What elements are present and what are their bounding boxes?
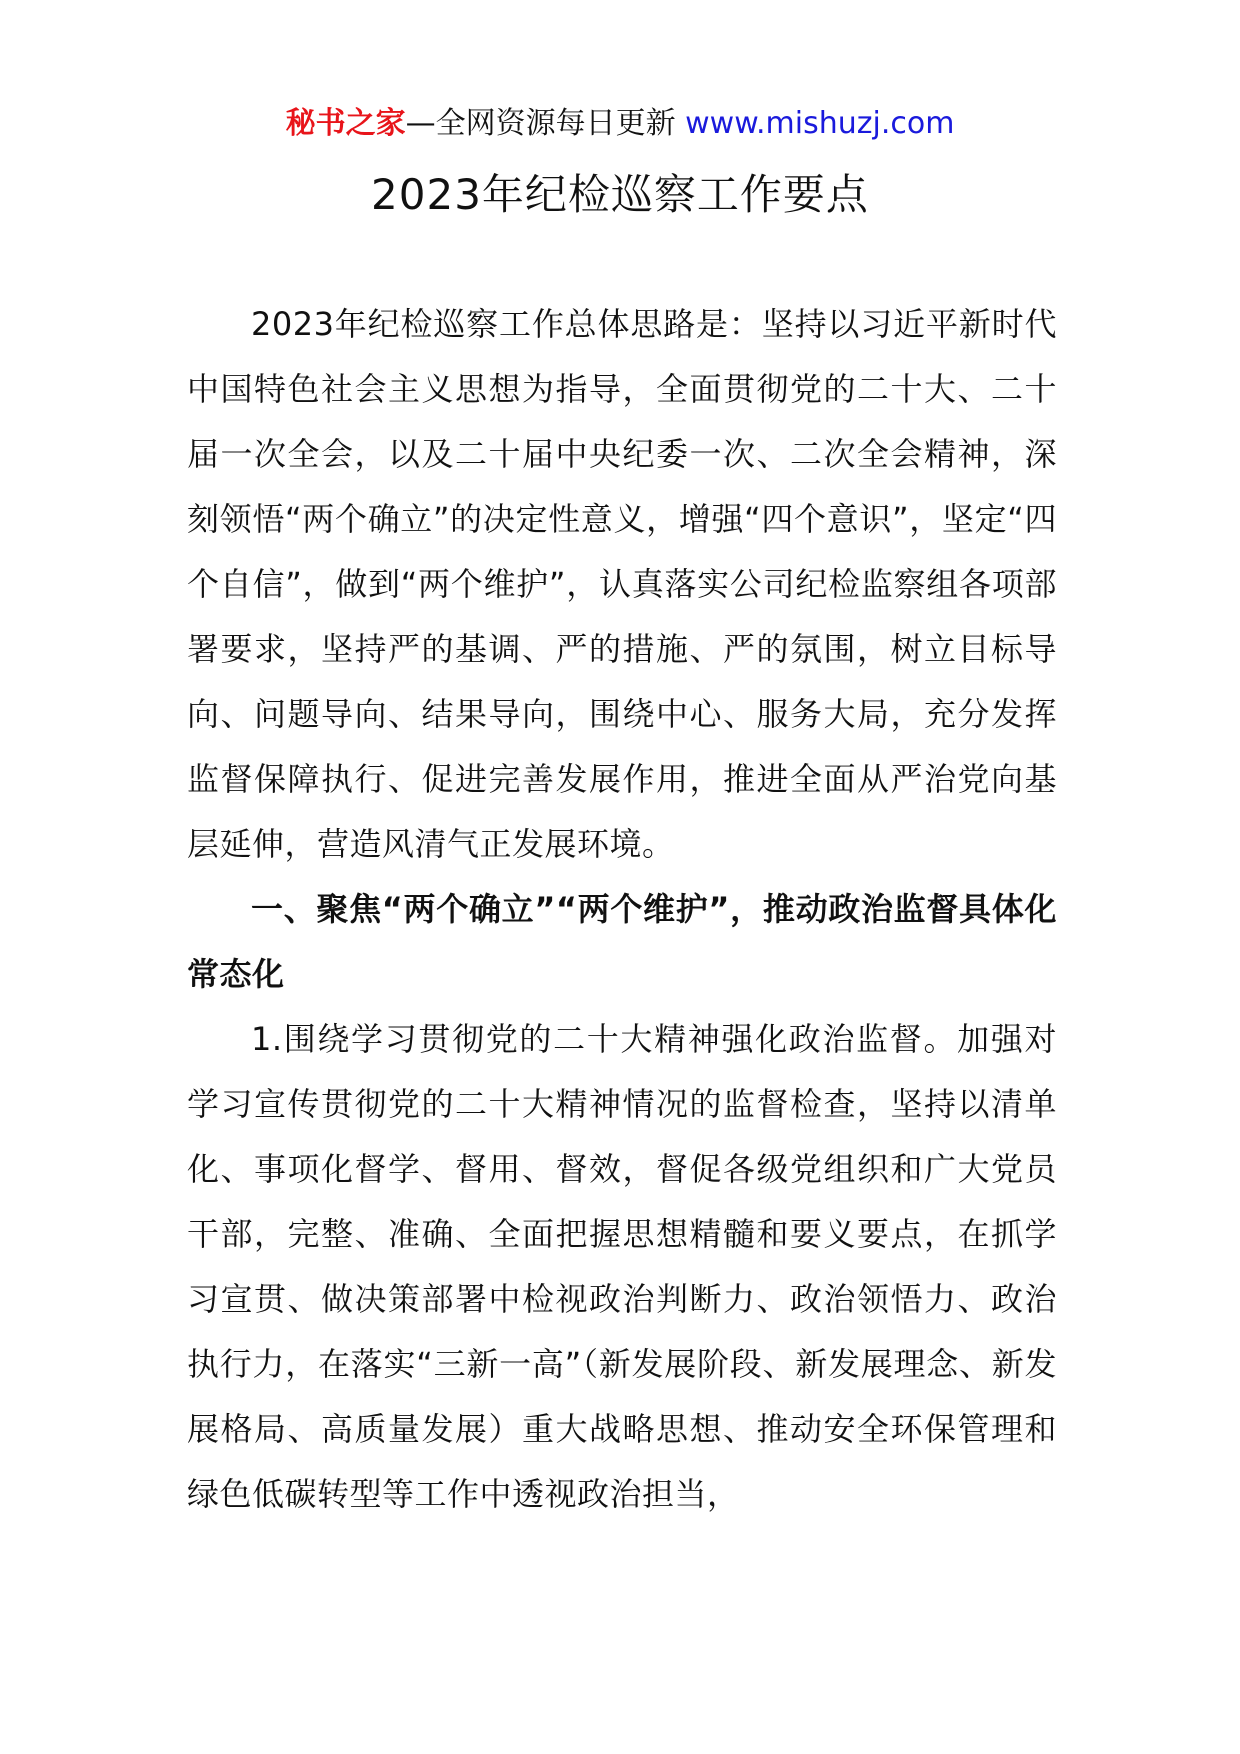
brand-tagline: —全网资源每日更新 bbox=[405, 106, 686, 141]
section-heading-1: 一、聚焦“两个确立”“两个维护”，推动政治监督具体化常态化 bbox=[187, 890, 1057, 993]
site-url[interactable]: www.mishuzj.com bbox=[685, 106, 955, 141]
document-body bbox=[187, 292, 1057, 1527]
paragraph-item-1: 1.围绕学习贯彻党的二十大精神强化政治监督。加强对学习宣传贯彻党的二十大精神情况的监督检查，坚持以清单化、事项化督学、督用、督效，督促各级党组织和广大党员干部，完整、准确、全面把握思想精髓和要义要点，在抓学习宣贯、做决策部署中检视政治判断力、政治领悟力、政治执行力，在落实“三新一高”（新发展阶段、新发展理念、新发展格局、高质量发展）重大战略思想、推动安全环保管理和绿色低碳转型等工作中透视政治担当， bbox=[187, 1020, 1057, 1513]
site-watermark-header bbox=[0, 100, 1240, 148]
brand-name: 秘书之家 bbox=[285, 106, 406, 141]
paragraph-overview: 2023年纪检巡察工作总体思路是：坚持以习近平新时代中国特色社会主义思想为指导，全面贯彻党的二十大、二十届一次全会，以及二十届中央纪委一次、二次全会精神，深刻领悟“两个确立”的决定性意义，增强“四个意识”，坚定“四个自信”，做到“两个维护”，认真落实公司纪检监察组各项部署要求，坚持严的基调、严的措施、严的氛围，树立目标导向、问题导向、结果导向，围绕中心、服务大局，充分发挥监督保障执行、促进完善发展作用，推进全面从严治党向基层延伸，营造风清气正发展环境。 bbox=[187, 305, 1057, 863]
document-title: 2023年纪检巡察工作要点 bbox=[371, 170, 869, 219]
